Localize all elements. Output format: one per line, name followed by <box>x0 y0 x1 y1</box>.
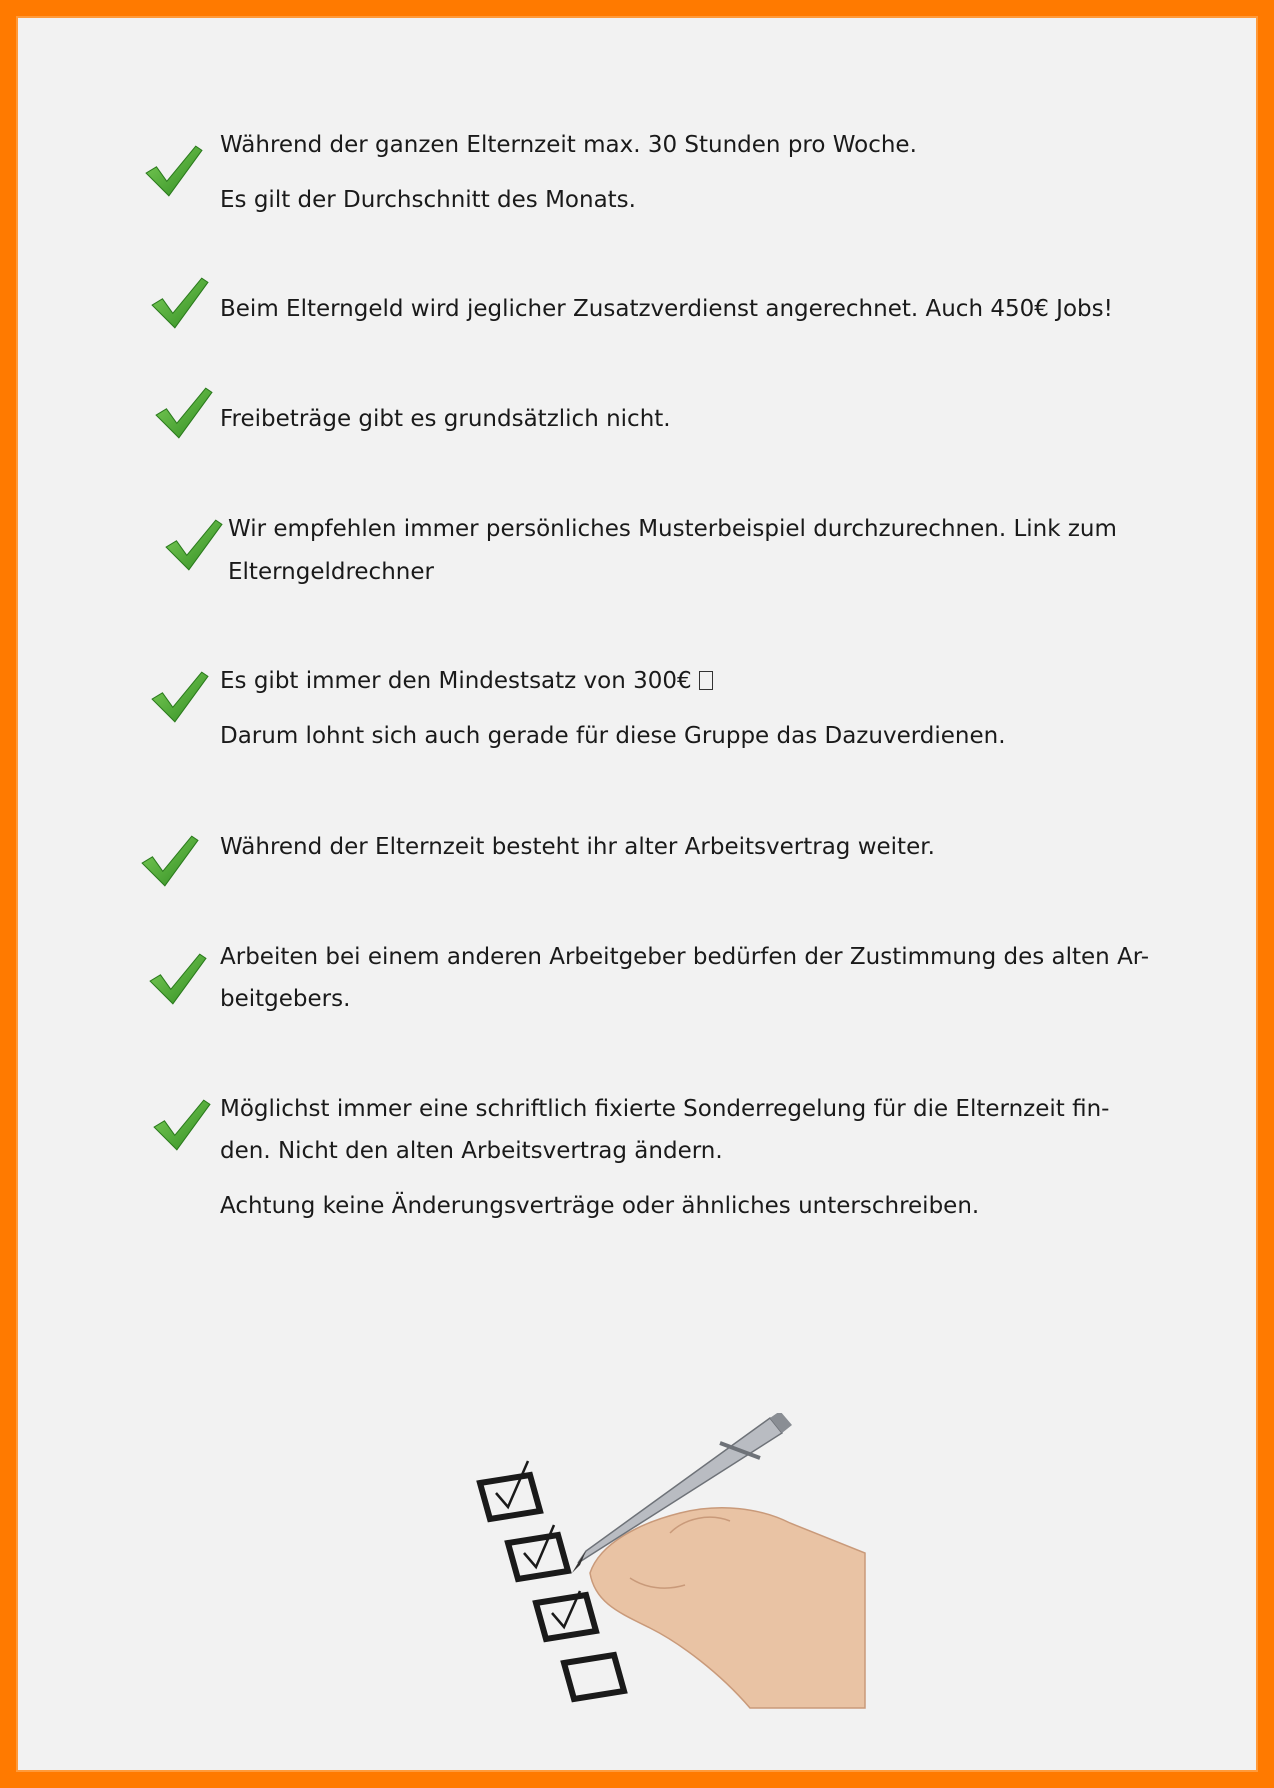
item-8-line-1: Möglichst immer eine schriftlich fixierte Sonderregelung für die Elternzeit fin- <box>220 1096 1110 1122</box>
item-3-line-1: Freibeträge gibt es grundsätzlich nicht. <box>220 406 671 432</box>
hand-with-pen-checklist <box>470 1413 870 1713</box>
item-6-line-1: Während der Elternzeit besteht ihr alter Arbeitsvertrag weiter. <box>220 834 935 860</box>
checkbox-2 <box>508 1535 568 1579</box>
item-1-line-1: Während der ganzen Elternzeit max. 30 Stunden pro Woche. <box>220 132 917 158</box>
item-1-line-2: Es gilt der Durchschnitt des Monats. <box>220 187 636 213</box>
check-icon <box>138 830 200 892</box>
tick-mark <box>524 1525 554 1567</box>
checkbox-3 <box>536 1595 596 1639</box>
check-icon <box>146 948 208 1010</box>
checkbox-1 <box>480 1475 540 1519</box>
check-icon <box>162 514 224 576</box>
check-icon <box>148 272 210 334</box>
item-5-line-1: Es gibt immer den Mindestsatz von 300€ <box>220 666 713 696</box>
item-2-line-1: Beim Elterngeld wird jeglicher Zusatzverdienst angerechnet. Auch 450€ Jobs! <box>220 296 1113 322</box>
tick-mark <box>496 1461 528 1507</box>
document-page <box>16 16 1258 1772</box>
missing-glyph-box <box>699 671 713 690</box>
pen-tip <box>572 1551 586 1573</box>
check-icon <box>150 1094 212 1156</box>
item-8-line-3: Achtung keine Änderungsverträge oder ähnliches unterschreiben. <box>220 1193 980 1219</box>
item-8-line-2: den. Nicht den alten Arbeitsvertrag ändern. <box>220 1138 723 1164</box>
item-5-line-2: Darum lohnt sich auch gerade für diese Gruppe das Dazuverdienen. <box>220 723 1006 749</box>
item-7-line-2: beitgebers. <box>220 986 351 1012</box>
hand <box>590 1508 865 1708</box>
check-icon <box>142 140 204 202</box>
item-4-line-1: Wir empfehlen immer persönliches Musterbeispiel durchzurechnen. Link zum <box>228 516 1117 542</box>
item-7-line-1: Arbeiten bei einem anderen Arbeitgeber bedürfen der Zustimmung des alten Ar- <box>220 944 1150 970</box>
check-icon <box>148 666 210 728</box>
checkbox-4 <box>564 1655 624 1699</box>
check-icon <box>152 382 214 444</box>
item-4-line-2: Elterngeldrechner <box>228 559 434 585</box>
